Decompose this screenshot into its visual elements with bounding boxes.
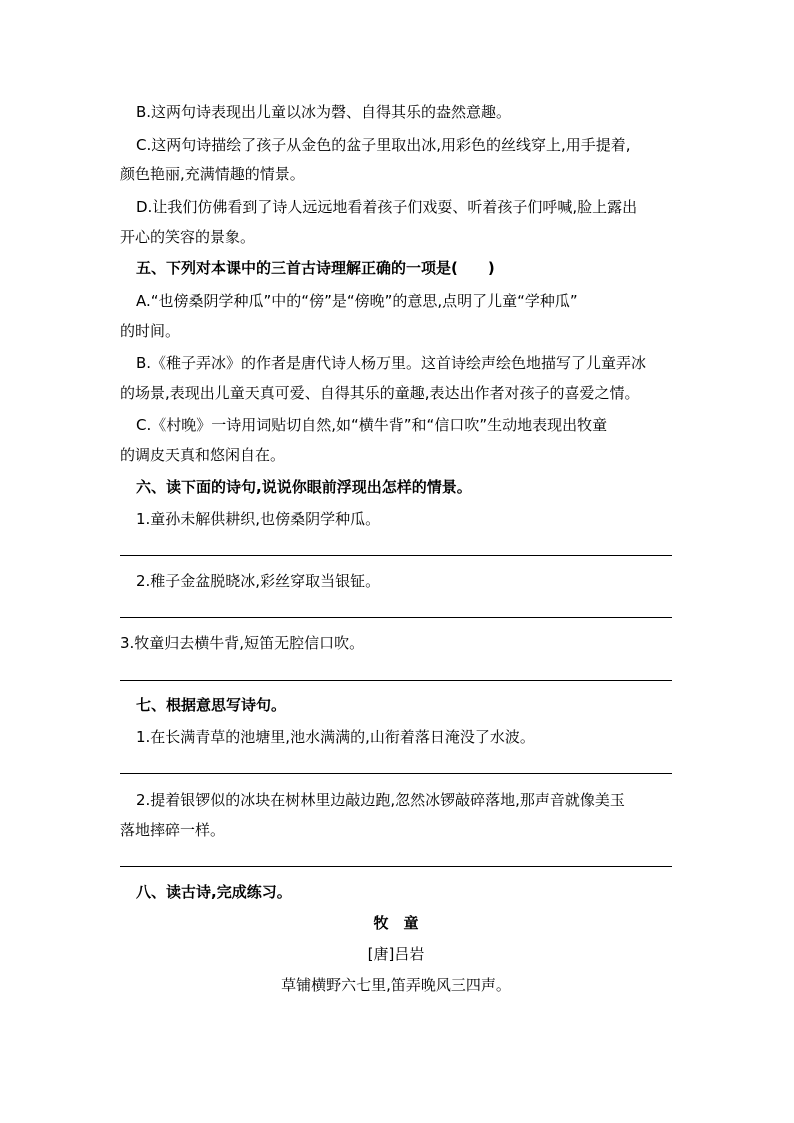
q5-option-c-cont: 的调皮天真和悠闲自在。 [120, 446, 286, 464]
question-7-heading: 七、根据意思写诗句。 [136, 696, 287, 714]
question-6-heading: 六、读下面的诗句,说说你眼前浮现出怎样的情景。 [136, 478, 472, 496]
answer-line[interactable] [120, 773, 672, 774]
q7-item-2: 2.提着银锣似的冰块在树林里边敲边跑,忽然冰锣敲碎落地,那声音就像美玉 [136, 791, 625, 809]
q5-option-a-cont: 的时间。 [120, 322, 181, 340]
q7-item-2-cont: 落地摔碎一样。 [120, 821, 226, 839]
question-8-heading: 八、读古诗,完成练习。 [136, 883, 292, 901]
option-d-line: D.让我们仿佛看到了诗人远远地看着孩子们戏耍、听着孩子们呼喊,脸上露出 [136, 198, 638, 216]
answer-line[interactable] [120, 555, 672, 556]
option-d-line-cont: 开心的笑容的景象。 [120, 228, 256, 246]
q5-option-a: A.“也傍桑阴学种瓜”中的“傍”是“傍晚”的意思,点明了儿童“学种瓜” [136, 292, 578, 310]
answer-line[interactable] [120, 680, 672, 681]
q6-item-3: 3.牧童归去横牛背,短笛无腔信口吹。 [120, 634, 365, 652]
q7-item-1: 1.在长满青草的池塘里,池水满满的,山衔着落日淹没了水波。 [136, 728, 535, 746]
question-5-heading: 五、下列对本课中的三首古诗理解正确的一项是( ) [136, 259, 495, 277]
q5-option-c: C.《村晚》一诗用词贴切自然,如“横牛背”和“信口吹”生动地表现出牧童 [136, 416, 608, 434]
q6-item-2: 2.稚子金盆脱晓冰,彩丝穿取当银钲。 [136, 572, 381, 590]
q5-option-b: B.《稚子弄冰》的作者是唐代诗人杨万里。这首诗绘声绘色地描写了儿童弄冰 [136, 354, 647, 372]
answer-line[interactable] [120, 866, 672, 867]
option-b-line: B.这两句诗表现出儿童以冰为磬、自得其乐的盎然意趣。 [136, 103, 512, 121]
q5-option-b-cont: 的场景,表现出儿童天真可爱、自得其乐的童趣,表达出作者对孩子的喜爱之情。 [120, 384, 640, 402]
poem-line: 草铺横野六七里,笛弄晚风三四声。 [281, 976, 511, 994]
answer-line[interactable] [120, 617, 672, 618]
option-c-line-cont: 颜色艳丽,充满情趣的情景。 [120, 165, 305, 183]
q6-item-1: 1.童孙未解供耕织,也傍桑阴学种瓜。 [136, 510, 381, 528]
option-c-line: C.这两句诗描绘了孩子从金色的盆子里取出冰,用彩色的丝线穿上,用手提着, [136, 136, 631, 154]
poem-author: [唐]吕岩 [367, 945, 425, 963]
poem-title: 牧 童 [373, 914, 419, 932]
